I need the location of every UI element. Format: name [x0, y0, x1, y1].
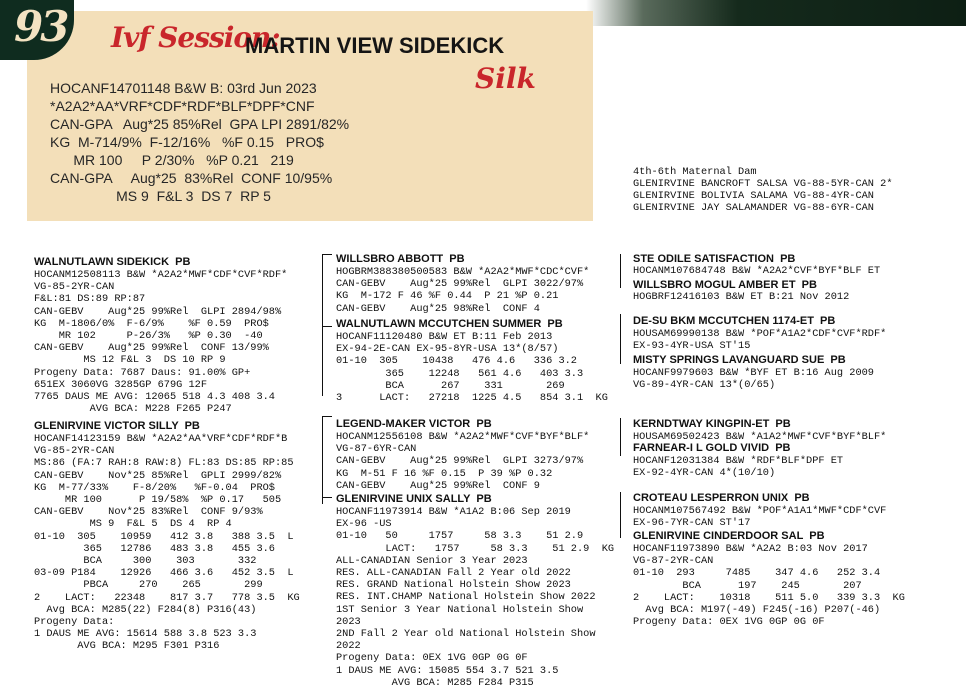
animal-name: MARTIN VIEW SIDEKICK	[245, 33, 505, 58]
dd-sire-details: HOCANM107567492 B&W *POF*A1A1*MWF*CDF*CVF EX-96-7YR-CAN ST'17	[633, 505, 887, 530]
ss-sire-name: STE ODILE SATISFACTION PB	[633, 253, 796, 265]
top-right-decoration	[586, 0, 966, 26]
sire-dam-name: WALNUTLAWN MCCUTCHEN SUMMER PB	[336, 318, 563, 330]
dd-sire-name: CROTEAU LESPERRON UNIX PB	[633, 492, 810, 504]
sire-name: WALNUTLAWN SIDEKICK PB	[34, 256, 191, 268]
dd-dam-details: HOCANF11973890 B&W *A2A2 B:03 Nov 2017 VG-87-2YR-CAN 01-10 293 7485 347 4.6 252 3.4 BCA 197 245 207 2 LACT: 10318 511 5.0 339 3.3 KG Avg BCA: M197(-49) F245(-16) P207(-46) Progeny Data: 0EX 1VG 0GP 0G 0F	[633, 543, 905, 629]
dam-sire-details: HOCANM12556108 B&W *A2A2*MWF*CVF*BYF*BLF* VG-87-6YR-CAN CAN-GEBV Aug*25 99%Rel GLPI 3273/97% KG M-51 F 16 %F 0.15 P 39 %P 0.32 CAN-GEBV Aug*25 99%Rel CONF 9	[336, 431, 590, 492]
sire-sire-name: WILLSBRO ABBOTT PB	[336, 253, 465, 265]
connector-line	[322, 254, 323, 396]
session-label: Ivf Session:	[111, 21, 280, 54]
dam-name: GLENIRVINE VICTOR SILLY PB	[34, 420, 200, 432]
ds-sire-details: HOUSAM69502423 B&W *A1A2*MWF*CVF*BYF*BLF*	[633, 431, 887, 443]
connector-line	[620, 254, 621, 288]
dam-dam-details: HOCANF11973914 B&W *A1A2 B:06 Sep 2019 EX-96 -US 01-10 50 1757 58 3.3 51 2.9 LACT: 1757 58 3.3 51 2.9 KG ALL-CANADIAN Senior 3 Year 2023 RES. ALL-CANADIAN Fall 2 Year old 2022 RES. GRAND National Holstein Show 2023 RES. INT.CHAMP National Holstein Show 2022 1ST Senior 3 Year National Holstein Show 2023 2ND Fall 2 Year old National Holstein Show 2022 Progeny Data: 0EX 1VG 0GP 0G 0F 1 DAUS ME AVG: 15085 554 3.7 521 3.5 AVG BCA: M285 F284 P315	[336, 506, 615, 689]
sire-details: HOCANM12508113 B&W *A2A2*MWF*CDF*CVF*RDF* VG-85-2YR-CAN F&L:81 DS:89 RP:87 CAN-GEBV Aug*25 99%Rel GLPI 2894/98% KG M-1806/0% F-6/9% %F 0.59 PRO$ MR 102 P-26/3% %P 0.30 -40 CAN-GEBV Aug*25 99%Rel CONF 13/99% MS 12 F&L 3 DS 10 RP 9 Progeny Data: 7687 Daus: 91.00% GP+ 651EX 3060VG 3285GP 679G 12F 7765 DAUS ME AVG: 12065 518 4.3 408 3.4 AVG BCA: M228 F265 P247	[34, 269, 288, 416]
dam-dam-name: GLENIRVINE UNIX SALLY PB	[336, 493, 492, 505]
sd-sire-name: DE-SU BKM MCCUTCHEN 1174-ET PB	[633, 315, 836, 327]
connector-line	[322, 416, 323, 504]
ss-dam-name: WILLSBRO MOGUL AMBER ET PB	[633, 279, 817, 291]
connector-line	[620, 314, 621, 364]
connector-line	[620, 492, 621, 538]
connector-line	[322, 416, 332, 417]
header-line-5: MR 100 P 2/30% %P 0.21 219	[50, 152, 294, 168]
connector-line	[620, 418, 621, 456]
sd-sire-details: HOUSAM69990138 B&W *POF*A1A2*CDF*CVF*RDF* EX-93-4YR-USA ST'15	[633, 328, 887, 353]
silk-label: Silk	[475, 62, 536, 95]
sire-sire-details: HOGBRM388380500583 B&W *A2A2*MWF*CDC*CVF* CAN-GEBV Aug*25 99%Rel GLPI 3022/97% KG M-172 F 46 %F 0.44 P 21 %P 0.21 CAN-GEBV Aug*25 98%Rel CONF 4	[336, 266, 590, 315]
sd-dam-name: MISTY SPRINGS LAVANGUARD SUE PB	[633, 354, 846, 366]
header-line-3: CAN-GPA Aug*25 85%Rel GPA LPI 2891/82%	[50, 116, 350, 132]
ss-dam-details: HOGBRF12416103 B&W ET B:21 Nov 2012	[633, 291, 850, 303]
ds-dam-details: HOCANF12031384 B&W *RDF*BLF*DPF ET EX-92-4YR-CAN 4*(10/10)	[633, 455, 844, 480]
maternal-line-3: GLENIRVINE JAY SALAMANDER VG-88-6YR-CAN	[633, 202, 874, 214]
connector-line	[322, 326, 332, 327]
dam-sire-name: LEGEND-MAKER VICTOR PB	[336, 418, 492, 430]
maternal-line-1: GLENIRVINE BANCROFT SALSA VG-88-5YR-CAN 2*	[633, 178, 893, 190]
header-line-6: CAN-GPA Aug*25 83%Rel CONF 10/95%	[50, 170, 333, 186]
connector-line	[322, 497, 332, 498]
header-line-1: HOCANF14701148 B&W B: 03rd Jun 2023	[50, 80, 317, 96]
dam-details: HOCANF14123159 B&W *A2A2*AA*VRF*CDF*RDF*B VG-85-2YR-CAN MS:86 (FA:7 RAH:8 RAW:8) FL:83 DS:85 RP:85 CAN-GEBV Nov*25 85%Rel GPLI 2999/82% KG M-77/33% F-8/20% %F-0.04 PRO$ MR 100 P 19/58% %P 0.17 505 CAN-GEBV Nov*25 83%Rel CONF 9/93% MS 9 F&L 5 DS 4 RP 4 01-10 305 10959 412 3.8 388 3.5 L 365 12786 483 3.8 455 3.6 BCA 300 303 332 03-09 P184 12926 466 3.6 452 3.5 L PBCA 270 265 299 2 LACT: 22348 817 3.7 778 3.5 KG Avg BCA: M285(22) F284(8) P316(43) Progeny Data: 1 DAUS ME AVG: 15614 588 3.8 523 3.3 AVG BCA: M295 F301 P316	[34, 433, 300, 653]
ss-sire-details: HOCANM107684748 B&W *A2A2*CVF*BYF*BLF ET	[633, 265, 881, 277]
header-line-2: *A2A2*AA*VRF*CDF*RDF*BLF*DPF*CNF	[50, 98, 315, 114]
ds-dam-name: FARNEAR-I L GOLD VIVID PB	[633, 442, 791, 454]
header-line-4: KG M-714/9% F-12/16% %F 0.15 PRO$	[50, 134, 324, 150]
sd-dam-details: HOCANF9979603 B&W *BYF ET B:16 Aug 2009 VG-89-4YR-CAN 13*(0/65)	[633, 367, 874, 392]
maternal-title: 4th-6th Maternal Dam	[633, 166, 757, 178]
dd-dam-name: GLENIRVINE CINDERDOOR SAL PB	[633, 530, 825, 542]
header-line-7: MS 9 F&L 3 DS 7 RP 5	[50, 188, 271, 204]
lot-number: 93	[14, 2, 67, 51]
connector-line	[322, 254, 332, 255]
sire-dam-details: HOCANF11120480 B&W ET B:11 Feb 2013 EX-94-2E-CAN EX-95-8YR-USA 13*(8/57) 01-10 305 10438 476 4.6 336 3.2 365 12248 561 4.6 403 3.3 BCA 267 331 269 3 LACT: 27218 1225 4.5 854 3.1 KG	[336, 331, 608, 405]
ds-sire-name: KERNDTWAY KINGPIN-ET PB	[633, 418, 791, 430]
maternal-line-2: GLENIRVINE BOLIVIA SALAMA VG-88-4YR-CAN	[633, 190, 874, 202]
